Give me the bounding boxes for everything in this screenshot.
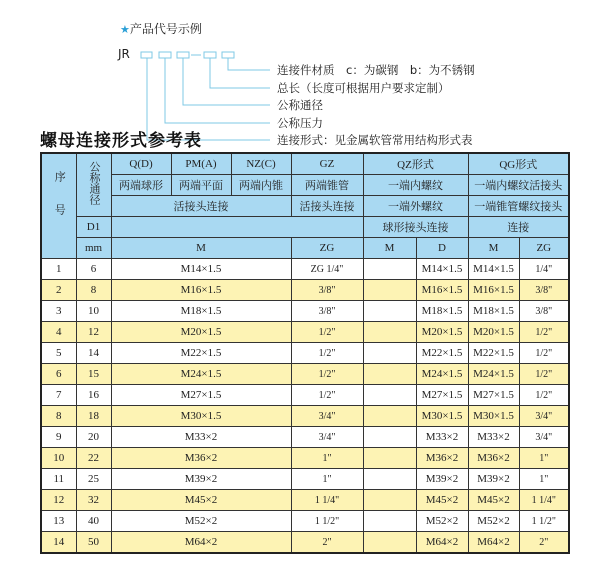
table-row xyxy=(41,490,569,511)
header-gz-desc: 两端锥管 xyxy=(291,175,363,196)
cell-dn: 6 xyxy=(76,259,111,280)
table-title: 螺母连接形式参考表 xyxy=(40,131,202,151)
cell-qg-m: M14×1.5 xyxy=(468,259,519,280)
cell-zg: 3/8" xyxy=(291,301,363,322)
cell-zg: 1/2" xyxy=(291,385,363,406)
code-box-pressure xyxy=(159,52,171,58)
cell-qg-zg: 1 1/2" xyxy=(519,511,569,532)
cell-dn: 16 xyxy=(76,385,111,406)
nut-connection-table xyxy=(40,152,570,554)
cell-no: 3 xyxy=(41,301,76,322)
cell-zg: 3/4" xyxy=(291,427,363,448)
cell-no: 10 xyxy=(41,448,76,469)
cell-no: 12 xyxy=(41,490,76,511)
header-qz-desc3: 球形接头连接 xyxy=(363,217,468,238)
cell-qz-m xyxy=(363,343,416,364)
cell-qg-m: M36×2 xyxy=(468,448,519,469)
cell-zg: 3/8" xyxy=(291,280,363,301)
header-d1: D1 xyxy=(76,217,111,238)
table-row xyxy=(41,511,569,532)
cell-dn: 40 xyxy=(76,511,111,532)
header-col-qz-m: M xyxy=(363,238,416,259)
cell-qg-zg: 1/2" xyxy=(519,385,569,406)
header-qg-desc3: 连接 xyxy=(468,217,569,238)
header-qz-desc1: 一端内螺纹 xyxy=(363,175,468,196)
cell-no: 9 xyxy=(41,427,76,448)
connector-line-pressure xyxy=(165,58,270,123)
header-seq-text: 序号 xyxy=(53,171,66,237)
cell-dn: 25 xyxy=(76,469,111,490)
cell-dn: 20 xyxy=(76,427,111,448)
header-qg: QG形式 xyxy=(468,153,569,175)
cell-dn: 18 xyxy=(76,406,111,427)
cell-qg-zg: 1/2" xyxy=(519,364,569,385)
cell-m: M30×1.5 xyxy=(111,406,291,427)
cell-qz-d: M24×1.5 xyxy=(416,364,468,385)
table-row xyxy=(41,259,569,280)
cell-qg-m: M30×1.5 xyxy=(468,406,519,427)
cell-qz-d: M64×2 xyxy=(416,532,468,554)
code-box-length xyxy=(204,52,216,58)
cell-no: 7 xyxy=(41,385,76,406)
code-prefix: JR xyxy=(118,47,130,61)
cell-m: M52×2 xyxy=(111,511,291,532)
cell-no: 4 xyxy=(41,322,76,343)
cell-qz-m xyxy=(363,322,416,343)
connector-line-length xyxy=(210,58,270,88)
code-box-material xyxy=(222,52,234,58)
header-col-gz-zg: ZG xyxy=(291,238,363,259)
cell-qg-m: M20×1.5 xyxy=(468,322,519,343)
cell-dn: 14 xyxy=(76,343,111,364)
cell-m: M16×1.5 xyxy=(111,280,291,301)
cell-qg-m: M16×1.5 xyxy=(468,280,519,301)
table-row xyxy=(41,448,569,469)
cell-dn: 15 xyxy=(76,364,111,385)
cell-m: M20×1.5 xyxy=(111,322,291,343)
cell-qz-d: M33×2 xyxy=(416,427,468,448)
cell-qz-m xyxy=(363,448,416,469)
header-qg-desc1: 一端内螺纹活接头 xyxy=(468,175,569,196)
cell-qg-zg: 3/8" xyxy=(519,301,569,322)
cell-qz-m xyxy=(363,532,416,554)
cell-m: M14×1.5 xyxy=(111,259,291,280)
cell-m: M33×2 xyxy=(111,427,291,448)
header-qz: QZ形式 xyxy=(363,153,468,175)
header-pm-desc: 两端平面 xyxy=(171,175,231,196)
cell-qg-m: M45×2 xyxy=(468,490,519,511)
cell-qz-d: M20×1.5 xyxy=(416,322,468,343)
connector-line-material xyxy=(228,58,270,70)
table-row xyxy=(41,427,569,448)
cell-zg: ZG 1/4" xyxy=(291,259,363,280)
cell-qg-m: M22×1.5 xyxy=(468,343,519,364)
cell-qz-m xyxy=(363,280,416,301)
table-row xyxy=(41,301,569,322)
cell-qg-zg: 3/4" xyxy=(519,406,569,427)
header-mm: mm xyxy=(76,238,111,259)
code-example-title-text: 产品代号示例 xyxy=(129,22,202,36)
cell-qz-d: M52×2 xyxy=(416,511,468,532)
cell-dn: 10 xyxy=(76,301,111,322)
cell-qz-m xyxy=(363,406,416,427)
connector-line-diameter xyxy=(183,58,270,105)
cell-zg: 1 1/4" xyxy=(291,490,363,511)
table-row xyxy=(41,469,569,490)
header-blank xyxy=(111,217,363,238)
cell-qz-d: M39×2 xyxy=(416,469,468,490)
code-box-connection xyxy=(141,52,152,58)
cell-qg-zg: 1 1/4" xyxy=(519,490,569,511)
cell-no: 14 xyxy=(41,532,76,554)
cell-no: 5 xyxy=(41,343,76,364)
cell-qg-m: M18×1.5 xyxy=(468,301,519,322)
cell-qg-zg: 3/8" xyxy=(519,280,569,301)
header-qg-desc2: 一端锥管螺纹接头 xyxy=(468,196,569,217)
cell-qg-m: M24×1.5 xyxy=(468,364,519,385)
cell-zg: 2" xyxy=(291,532,363,554)
cell-qg-m: M52×2 xyxy=(468,511,519,532)
label-diameter: 公称通径 xyxy=(277,98,323,112)
cell-qz-m xyxy=(363,301,416,322)
table-row xyxy=(41,532,569,554)
cell-zg: 1 1/2" xyxy=(291,511,363,532)
cell-qg-zg: 1/4" xyxy=(519,259,569,280)
label-material: 连接件材质 c：为碳钢 b：为不锈钢 xyxy=(277,63,475,77)
header-q-desc: 两端球形 xyxy=(111,175,171,196)
table-row xyxy=(41,406,569,427)
cell-qz-d: M27×1.5 xyxy=(416,385,468,406)
header-nominal xyxy=(76,153,111,217)
cell-zg: 1" xyxy=(291,448,363,469)
cell-zg: 1/2" xyxy=(291,364,363,385)
cell-dn: 12 xyxy=(76,322,111,343)
cell-no: 6 xyxy=(41,364,76,385)
cell-qz-m xyxy=(363,511,416,532)
cell-qg-m: M33×2 xyxy=(468,427,519,448)
table-row xyxy=(41,385,569,406)
header-qz-desc2: 一端外螺纹 xyxy=(363,196,468,217)
header-col-qg-m: M xyxy=(468,238,519,259)
header-col-qg-zg: ZG xyxy=(519,238,569,259)
cell-qz-d: M30×1.5 xyxy=(416,406,468,427)
header-seq xyxy=(41,153,76,259)
header-nz: NZ(C) xyxy=(231,153,291,175)
code-box-diameter xyxy=(177,52,189,58)
cell-qg-m: M39×2 xyxy=(468,469,519,490)
cell-no: 13 xyxy=(41,511,76,532)
cell-zg: 1/2" xyxy=(291,322,363,343)
cell-qz-m xyxy=(363,469,416,490)
cell-qz-m xyxy=(363,427,416,448)
cell-m: M27×1.5 xyxy=(111,385,291,406)
cell-zg: 1/2" xyxy=(291,343,363,364)
cell-no: 1 xyxy=(41,259,76,280)
cell-zg: 3/4" xyxy=(291,406,363,427)
cell-zg: 1" xyxy=(291,469,363,490)
cell-m: M18×1.5 xyxy=(111,301,291,322)
star-icon: ★ xyxy=(120,23,130,36)
header-pm: PM(A) xyxy=(171,153,231,175)
cell-qz-m xyxy=(363,385,416,406)
cell-qg-m: M27×1.5 xyxy=(468,385,519,406)
cell-qz-m xyxy=(363,259,416,280)
cell-qg-zg: 2" xyxy=(519,532,569,554)
header-gz: GZ xyxy=(291,153,363,175)
cell-m: M24×1.5 xyxy=(111,364,291,385)
cell-no: 2 xyxy=(41,280,76,301)
label-connection: 连接形式：见金属软管常用结构形式表 xyxy=(277,133,473,147)
cell-no: 11 xyxy=(41,469,76,490)
header-group-conn: 活接头连接 xyxy=(111,196,291,217)
cell-qz-d: M36×2 xyxy=(416,448,468,469)
cell-qz-d: M16×1.5 xyxy=(416,280,468,301)
header-col-m: M xyxy=(111,238,291,259)
cell-qz-d: M14×1.5 xyxy=(416,259,468,280)
cell-m: M22×1.5 xyxy=(111,343,291,364)
cell-dn: 8 xyxy=(76,280,111,301)
cell-qg-zg: 1" xyxy=(519,469,569,490)
table-row xyxy=(41,322,569,343)
cell-m: M36×2 xyxy=(111,448,291,469)
header-nominal-text: 公称通径 xyxy=(88,161,100,205)
cell-qz-m xyxy=(363,490,416,511)
cell-dn: 32 xyxy=(76,490,111,511)
table-row xyxy=(41,364,569,385)
header-col-qz-d: D xyxy=(416,238,468,259)
label-pressure: 公称压力 xyxy=(277,116,323,130)
cell-m: M39×2 xyxy=(111,469,291,490)
cell-qg-zg: 3/4" xyxy=(519,427,569,448)
header-nz-desc: 两端内锥 xyxy=(231,175,291,196)
cell-qg-zg: 1" xyxy=(519,448,569,469)
cell-no: 8 xyxy=(41,406,76,427)
label-length: 总长（长度可根据用户要求定制） xyxy=(277,81,450,95)
cell-qz-d: M22×1.5 xyxy=(416,343,468,364)
cell-qz-m xyxy=(363,364,416,385)
cell-dn: 50 xyxy=(76,532,111,554)
cell-qg-zg: 1/2" xyxy=(519,343,569,364)
cell-qz-d: M18×1.5 xyxy=(416,301,468,322)
header-gz-conn: 活接头连接 xyxy=(291,196,363,217)
table-row xyxy=(41,343,569,364)
cell-qg-m: M64×2 xyxy=(468,532,519,554)
header-q: Q(D) xyxy=(111,153,171,175)
cell-dn: 22 xyxy=(76,448,111,469)
cell-qz-d: M45×2 xyxy=(416,490,468,511)
table-row xyxy=(41,280,569,301)
cell-qg-zg: 1/2" xyxy=(519,322,569,343)
cell-m: M45×2 xyxy=(111,490,291,511)
cell-m: M64×2 xyxy=(111,532,291,554)
